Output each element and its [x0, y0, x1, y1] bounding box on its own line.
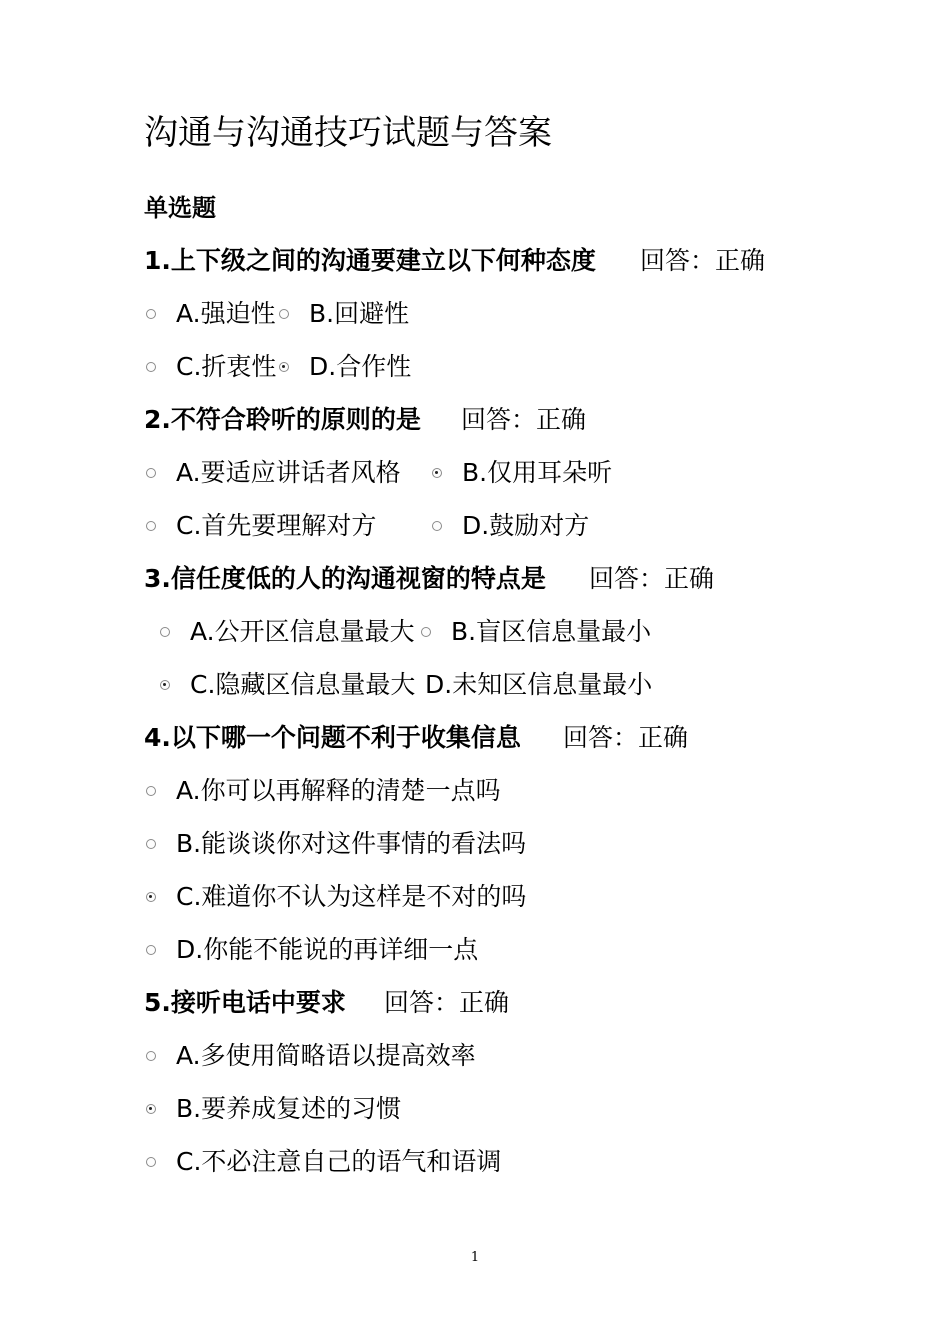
option-label: C.不必注意自己的语气和语调	[176, 1147, 502, 1176]
question-text: 1.上下级之间的沟通要建立以下何种态度	[144, 246, 596, 275]
option-label: B.盲区信息量最小	[451, 617, 652, 646]
option-label: C.隐藏区信息量最大	[190, 670, 416, 699]
option-label: B.能谈谈你对这件事情的看法吗	[176, 829, 527, 858]
radio-option-b-selected[interactable]	[146, 1104, 156, 1114]
question-1	[144, 241, 766, 281]
question-text: 4.以下哪一个问题不利于收集信息	[144, 723, 521, 752]
option-label: B.要养成复述的习惯	[176, 1094, 402, 1123]
radio-option-b[interactable]	[146, 839, 156, 849]
document-title: 沟通与沟通技巧试题与答案	[144, 113, 552, 153]
page-number: 1	[470, 1250, 480, 1265]
question-5	[144, 983, 510, 1023]
radio-option-d[interactable]	[432, 521, 442, 531]
radio-option-a[interactable]	[146, 309, 156, 319]
radio-option-d[interactable]	[146, 945, 156, 955]
radio-option-a[interactable]	[146, 468, 156, 478]
option-label: C.难道你不认为这样是不对的吗	[176, 882, 527, 911]
option-label: C.折衷性	[176, 352, 277, 381]
answer-status: 回答：正确	[589, 564, 715, 593]
question-4	[144, 718, 689, 758]
radio-option-c[interactable]	[146, 1157, 156, 1167]
question-2	[144, 400, 587, 440]
question-text: 2.不符合聆听的原则的是	[144, 405, 421, 434]
option-label: B.仅用耳朵听	[462, 458, 613, 487]
radio-option-c-selected[interactable]	[146, 892, 156, 902]
option-label: D.鼓励对方	[462, 511, 590, 540]
option-label: A.公开区信息量最大	[190, 617, 415, 646]
radio-option-d-selected[interactable]	[279, 362, 289, 372]
radio-option-a[interactable]	[146, 1051, 156, 1061]
question-text: 3.信任度低的人的沟通视窗的特点是	[144, 564, 546, 593]
radio-option-a[interactable]	[146, 786, 156, 796]
radio-option-a[interactable]	[160, 627, 170, 637]
section-heading: 单选题	[144, 194, 216, 222]
radio-option-c[interactable]	[146, 521, 156, 531]
option-label: A.你可以再解释的清楚一点吗	[176, 776, 501, 805]
option-label: B.回避性	[309, 299, 410, 328]
question-3	[144, 559, 715, 599]
option-label: D.未知区信息量最小	[425, 670, 653, 699]
radio-option-b-selected[interactable]	[432, 468, 442, 478]
answer-status: 回答：正确	[461, 405, 587, 434]
question-text: 5.接听电话中要求	[144, 988, 346, 1017]
option-label: C.首先要理解对方	[176, 511, 377, 540]
answer-status: 回答：正确	[640, 246, 766, 275]
radio-option-c[interactable]	[146, 362, 156, 372]
answer-status: 回答：正确	[563, 723, 689, 752]
option-label: A.要适应讲话者风格	[176, 458, 401, 487]
radio-option-b[interactable]	[421, 627, 431, 637]
option-label: D.你能不能说的再详细一点	[176, 935, 479, 964]
radio-option-c-selected[interactable]	[160, 680, 170, 690]
option-label: A.多使用简略语以提高效率	[176, 1041, 476, 1070]
answer-status: 回答：正确	[384, 988, 510, 1017]
option-label: D.合作性	[309, 352, 412, 381]
radio-option-b[interactable]	[279, 309, 289, 319]
option-label: A.强迫性	[176, 299, 276, 328]
